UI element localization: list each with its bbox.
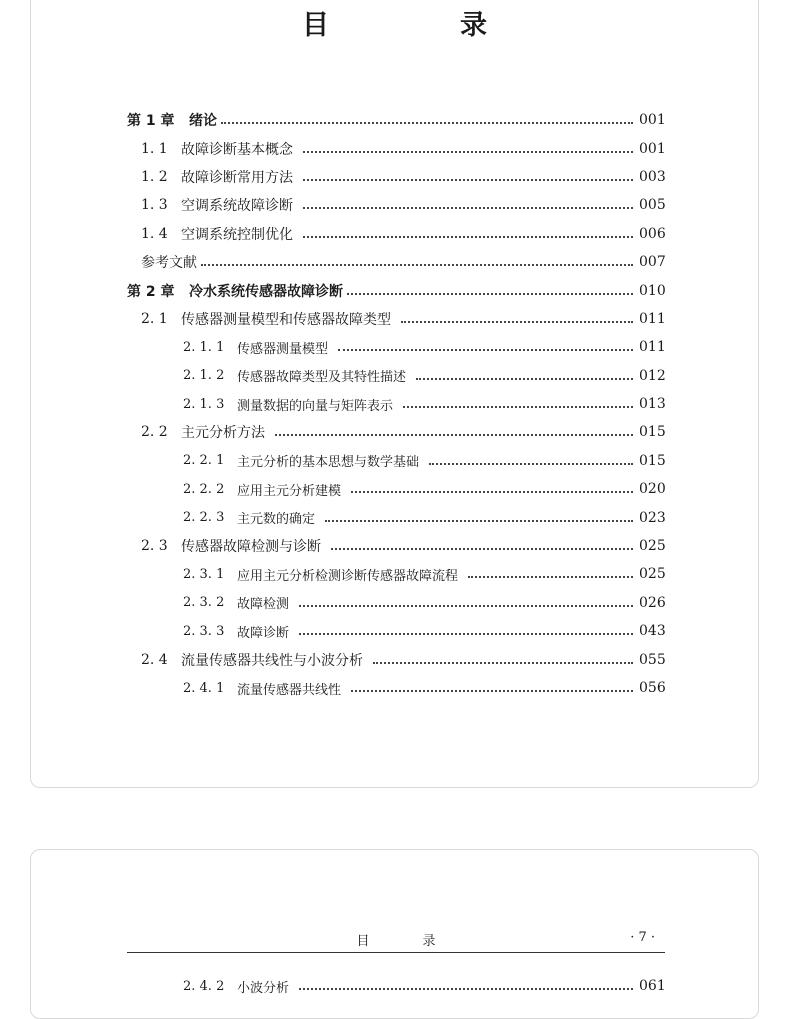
toc-title: 目 录 <box>302 10 539 41</box>
toc-entry-number: 2. 4. 2 <box>183 978 225 994</box>
toc-entry-page-number: 020 <box>639 481 666 498</box>
toc-list <box>127 972 665 1000</box>
toc-entry-title: 空调系统故障诊断 <box>181 198 293 215</box>
toc-entry-number: 2. 2. 1 <box>183 453 225 469</box>
toc-entry-number: 1. 4 <box>141 225 168 242</box>
toc-leader-dots <box>331 548 633 550</box>
running-header-title: 目 录 <box>356 934 456 949</box>
toc-leader-dots <box>338 349 633 351</box>
toc-entry-title: 传感器故障检测与诊断 <box>181 539 321 556</box>
toc-entry-page-number: 012 <box>639 367 666 384</box>
toc-entry-subsection <box>127 617 665 645</box>
toc-entry-subsection <box>127 560 665 588</box>
toc-leader-dots <box>347 293 633 295</box>
toc-leader-dots <box>351 690 633 692</box>
toc-entry-section <box>127 645 665 673</box>
toc-entry-page-number: 007 <box>639 254 666 271</box>
toc-leader-dots <box>299 605 633 607</box>
toc-entry-page-number: 056 <box>639 680 666 696</box>
toc-entry-subsection <box>127 674 665 702</box>
toc-entry-number: 2. 4 <box>141 651 168 668</box>
toc-entry-section <box>127 418 665 446</box>
toc-entry-number: 第 1 章 <box>127 113 175 130</box>
toc-leader-dots <box>221 122 633 124</box>
toc-entry-number: 2. 3. 2 <box>183 595 225 611</box>
toc-entry-subsection <box>127 972 665 1000</box>
toc-entry-chapter <box>127 276 665 304</box>
toc-entry-title: 参考文献 <box>141 255 197 272</box>
toc-leader-dots <box>275 434 633 436</box>
toc-entry-title: 主元数的确定 <box>237 512 316 528</box>
toc-entry-page-number: 015 <box>639 452 666 469</box>
toc-entry-title: 故障诊断 <box>237 625 290 641</box>
toc-entry-section <box>127 220 665 248</box>
toc-entry-subsection <box>127 503 665 531</box>
toc-entry-page-number: 055 <box>639 651 666 668</box>
toc-leader-dots <box>303 179 633 181</box>
toc-entry-subsection <box>127 475 665 503</box>
toc-entry-number: 2. 1. 1 <box>183 339 225 355</box>
toc-leader-dots <box>468 576 633 578</box>
toc-leader-dots <box>351 491 633 493</box>
toc-leader-dots <box>401 321 633 323</box>
toc-entry-section <box>127 191 665 219</box>
toc-entry-subsection <box>127 447 665 475</box>
toc-entry-title: 主元分析方法 <box>181 425 265 442</box>
toc-entry-page-number: 010 <box>639 282 666 299</box>
toc-leader-dots <box>403 406 633 408</box>
toc-entry-title: 主元分析的基本思想与数学基础 <box>237 455 420 471</box>
toc-entry-number: 2. 2 <box>141 424 168 441</box>
toc-entry-page-number: 011 <box>639 310 666 327</box>
toc-entry-title: 传感器故障类型及其特性描述 <box>237 370 407 386</box>
toc-entry-section <box>127 134 665 162</box>
toc-entry-number: 2. 3 <box>141 538 168 555</box>
toc-entry-page-number: 005 <box>639 197 666 214</box>
toc-entry-page-number: 013 <box>639 396 666 413</box>
toc-entry-page-number: 006 <box>639 225 666 242</box>
document-page-2 <box>30 849 759 1019</box>
document-page-1 <box>30 0 759 788</box>
toc-entry-title: 测量数据的向量与矩阵表示 <box>237 398 394 414</box>
toc-entry-number: 2. 1 <box>141 310 168 327</box>
toc-entry-title: 流量传感器共线性 <box>237 682 342 698</box>
toc-entry-page-number: 003 <box>639 168 666 185</box>
toc-entry-title: 小波分析 <box>237 980 290 996</box>
toc-entry-number: 第 2 章 <box>127 283 175 300</box>
toc-leader-dots <box>429 463 633 465</box>
toc-leader-dots <box>299 633 633 635</box>
toc-entry-number: 1. 2 <box>141 168 168 185</box>
toc-entry-ref <box>127 248 665 276</box>
toc-entry-section <box>127 163 665 191</box>
toc-entry-subsection <box>127 362 665 390</box>
toc-entry-number: 2. 1. 3 <box>183 396 225 412</box>
toc-entry-number: 2. 3. 1 <box>183 566 225 582</box>
toc-leader-dots <box>303 207 633 209</box>
toc-entry-title: 故障诊断基本概念 <box>181 141 293 158</box>
toc-entry-title: 冷水系统传感器故障诊断 <box>189 283 343 300</box>
toc-list <box>127 106 665 702</box>
toc-entry-subsection <box>127 333 665 361</box>
toc-entry-section <box>127 305 665 333</box>
toc-entry-number: 2. 1. 2 <box>183 368 225 384</box>
toc-entry-title: 流量传感器共线性与小波分析 <box>181 652 363 669</box>
toc-entry-title: 故障检测 <box>237 597 290 613</box>
toc-entry-chapter <box>127 106 665 134</box>
toc-entry-title: 绪论 <box>189 113 217 130</box>
toc-entry-section <box>127 532 665 560</box>
toc-entry-title: 应用主元分析检测诊断传感器故障流程 <box>237 568 459 584</box>
toc-leader-dots <box>325 520 633 522</box>
toc-entry-number: 2. 2. 2 <box>183 481 225 497</box>
toc-entry-number: 1. 3 <box>141 197 168 214</box>
running-header <box>127 930 665 953</box>
toc-entry-title: 故障诊断常用方法 <box>181 169 293 186</box>
toc-entry-page-number: 001 <box>639 112 666 129</box>
toc-leader-dots <box>201 264 633 266</box>
running-header-page-number: · 7 · <box>630 930 655 945</box>
toc-entry-subsection <box>127 390 665 418</box>
toc-entry-number: 2. 3. 3 <box>183 623 225 639</box>
toc-entry-page-number: 025 <box>639 566 666 583</box>
toc-entry-number: 2. 2. 3 <box>183 510 225 526</box>
toc-entry-title: 空调系统控制优化 <box>181 226 293 243</box>
toc-entry-number: 1. 1 <box>141 140 168 157</box>
toc-entry-title: 传感器测量模型 <box>237 341 329 357</box>
toc-entry-page-number: 001 <box>639 140 666 157</box>
toc-entry-page-number: 023 <box>639 509 666 526</box>
toc-leader-dots <box>416 378 633 380</box>
toc-entry-title: 应用主元分析建模 <box>237 483 342 499</box>
toc-entry-page-number: 043 <box>639 623 666 640</box>
toc-entry-page-number: 025 <box>639 538 666 555</box>
toc-leader-dots <box>373 662 633 664</box>
toc-leader-dots <box>299 988 633 990</box>
toc-entry-page-number: 011 <box>639 339 666 356</box>
toc-leader-dots <box>303 151 633 153</box>
toc-entry-subsection <box>127 589 665 617</box>
toc-entry-page-number: 061 <box>639 978 666 995</box>
toc-entry-page-number: 026 <box>639 594 666 611</box>
toc-entry-number: 2. 4. 1 <box>183 680 225 696</box>
toc-leader-dots <box>303 236 633 238</box>
toc-entry-title: 传感器测量模型和传感器故障类型 <box>181 311 391 328</box>
toc-entry-page-number: 015 <box>639 424 666 441</box>
